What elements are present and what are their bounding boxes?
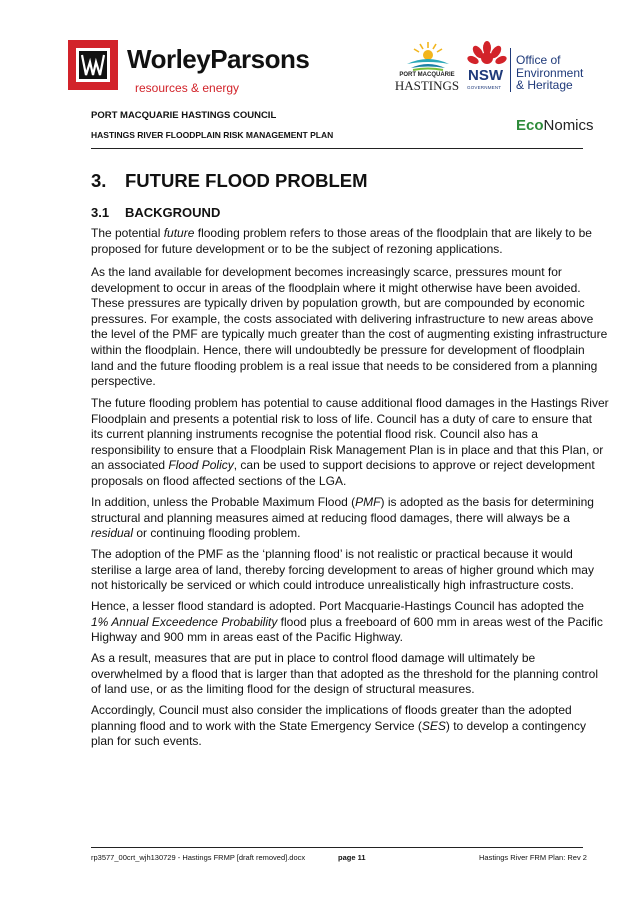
- paragraph-line: pressures. For example, the costs associated with delivering infrastructure to new areas above: [91, 311, 594, 326]
- paragraph-line: proposals on flood affected sections of the LGA.: [91, 473, 347, 488]
- paragraph-line: its current planning instruments recognise the potential flood risk. Council also has a: [91, 427, 538, 442]
- paragraph-line: These pressures are typically driven by population growth, but are compounded by economic: [91, 296, 585, 311]
- paragraph: [91, 703, 585, 750]
- italic-term: PMF: [355, 495, 381, 509]
- paragraph-line: proposed for future development or to be the subject of rezoning applications.: [91, 241, 503, 256]
- footer-document-title: Hastings River FRM Plan: Rev 2: [479, 853, 587, 862]
- paragraph-line: sterilise a large area of land, thereby forcing development to areas of higher ground which may: [91, 562, 594, 577]
- economics-logo: [516, 117, 594, 134]
- paragraph-line: As a result, measures that are put in place to control flood damage will ultimately be: [91, 651, 536, 665]
- paragraph-line: residual or continuing flooding problem.: [91, 526, 301, 541]
- oeh-line-1: Office of: [516, 53, 561, 67]
- footer-filename: rp3577_00crt_wjh130729 - Hastings FRMP [draft removed].docx: [91, 853, 306, 862]
- paragraph: [91, 651, 598, 698]
- subsection-title: BACKGROUND: [125, 205, 221, 220]
- paragraph: [91, 265, 608, 390]
- paragraph-line: responsibility to ensure that a Floodplain Risk Management Plan is in place and that this Plan, or: [91, 442, 604, 457]
- subsection-heading: [91, 205, 220, 220]
- paragraph-line: The adoption of the PMF as the ‘planning flood’ is not realistic or practical because it would: [91, 547, 573, 561]
- paragraph-line: structural and planning measures aimed at reducing flood damages, there will always be a: [91, 510, 570, 525]
- pmh-small-text: PORT MACQUARIE: [399, 72, 455, 78]
- paragraph-line: land and the future flooding problem is a real issue that needs to be considered from a planning: [91, 358, 598, 373]
- paragraph-line: the level of the PMF are typically much greater than the cost of augmenting existing infrastructure: [91, 327, 608, 342]
- oeh-line-3: & Heritage: [516, 78, 573, 92]
- paragraph: [91, 547, 594, 594]
- economics-prefix: Eco: [516, 117, 544, 134]
- italic-term: 1% Annual Exceedence Probability: [91, 614, 278, 629]
- worleyparsons-logo-icon: [68, 40, 118, 90]
- section-heading: [91, 170, 368, 192]
- brand-tagline: resources & energy: [135, 81, 240, 95]
- pmh-big-text: HASTINGS: [394, 78, 460, 93]
- italic-term: residual: [91, 526, 134, 541]
- nsw-wordmark: NSW: [468, 67, 503, 84]
- section-number: 3.: [91, 170, 107, 191]
- italic-term: SES: [421, 718, 446, 733]
- italic-term: future: [163, 226, 195, 240]
- economics-suffix: Nomics: [543, 117, 594, 134]
- italic-term: Flood Policy: [168, 458, 234, 473]
- paragraph: [91, 226, 592, 257]
- paragraph-line: Highway and 900 mm in areas east of the Pacific Highway.: [91, 630, 403, 645]
- paragraph: [91, 495, 594, 542]
- paragraph-line: The potential future flooding problem refers to those areas of the floodplain that are likely to be: [91, 226, 592, 240]
- plan-name: HASTINGS RIVER FLOODPLAIN RISK MANAGEMENT PLAN: [91, 130, 334, 140]
- oeh-line-2: Environment: [516, 65, 584, 80]
- footer-page-number: page 11: [338, 853, 366, 862]
- section-title: FUTURE FLOOD PROBLEM: [125, 170, 368, 191]
- paragraph: [91, 599, 603, 646]
- subsection-number: 3.1: [91, 205, 110, 220]
- paragraph-line: 1% Annual Exceedence Probability flood plus a freeboard of 600 mm in areas west of the Pacific: [91, 614, 603, 629]
- footer-divider: [91, 847, 583, 848]
- paragraph-line: As the land available for development becomes increasingly scarce, pressures mount for: [91, 265, 562, 279]
- office-environment-heritage-logo: [516, 54, 583, 92]
- header-divider: [91, 148, 583, 149]
- paragraph-line: Hence, a lesser flood standard is adopted. Port Macquarie-Hastings Council has adopted the: [91, 599, 584, 613]
- paragraph-line: plan for such events.: [91, 734, 202, 749]
- brand-name: WorleyParsons: [127, 44, 310, 74]
- paragraph-line: The future flooding problem has potential to cause additional flood damages in the Hastings River: [91, 396, 609, 410]
- logo-divider: [510, 48, 511, 92]
- paragraph-line: Floodplain and presents a potential risk to loss of life. Council has a duty of care to ensure that: [91, 411, 592, 426]
- paragraph-line: In addition, unless the Probable Maximum Flood (PMF) is adopted as the basis for determining: [91, 495, 594, 509]
- paragraph-line: overwhelmed by a flood that is larger than that adopted as the threshold for the planning control: [91, 666, 598, 681]
- paragraph-line: perspective.: [91, 374, 156, 389]
- paragraph-line: development to occur in areas of the floodplain where it might otherwise have been avoided.: [91, 280, 581, 295]
- paragraph-line: of land use, or as the limiting flood for the design of structural measures.: [91, 682, 475, 697]
- paragraph-line: within the floodplain. Hence, there will undoubtedly be pressure for development of floodplain: [91, 342, 585, 357]
- paragraph-line: planning flood and to work with the State Emergency Service (SES) to develop a contingency: [91, 718, 586, 733]
- paragraph-line: an associated Flood Policy, can be used to support decisions to approve or reject development: [91, 458, 595, 473]
- council-name: PORT MACQUARIE HASTINGS COUNCIL: [91, 110, 277, 121]
- nsw-government-label: GOVERNMENT: [467, 85, 502, 90]
- paragraph-line: not historically be serviced or which could introduce unrealistically high infrastructure costs.: [91, 578, 574, 593]
- paragraph-line: Accordingly, Council must also consider the implications of floods greater than the adopted: [91, 703, 572, 717]
- paragraph: [91, 396, 609, 490]
